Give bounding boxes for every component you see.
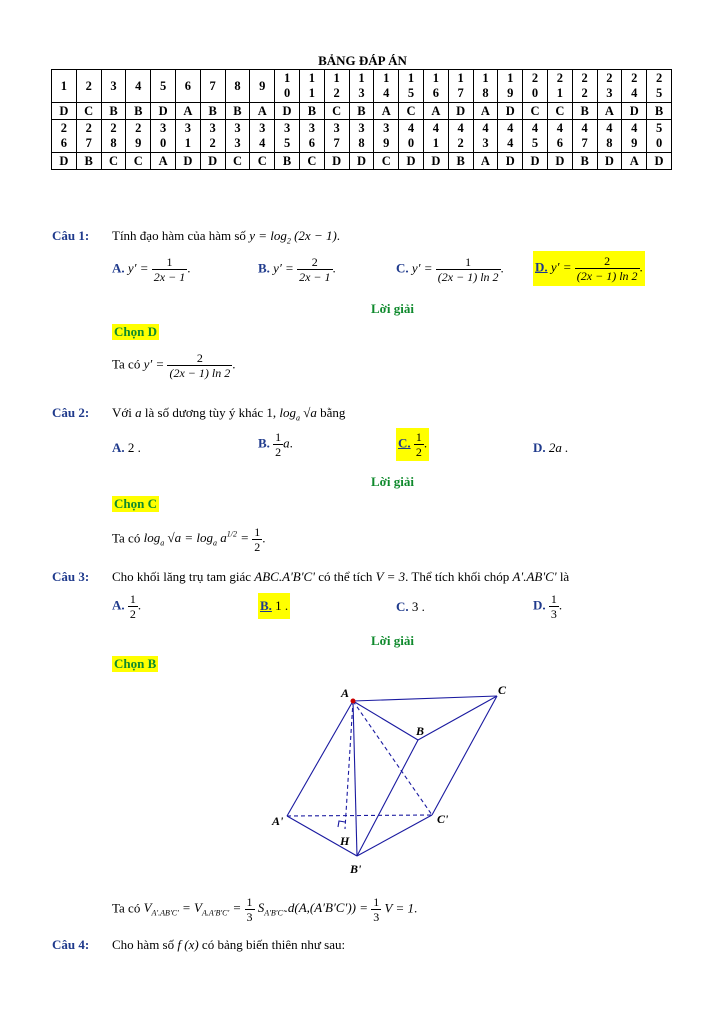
answer-cell: 3 1 <box>175 120 200 153</box>
answer-cell: C <box>523 103 548 120</box>
answer-cell: D <box>448 103 473 120</box>
answer-cell: 4 8 <box>597 120 622 153</box>
answer-cell: 1 4 <box>374 70 399 103</box>
answer-cell: D <box>547 153 572 170</box>
q1-choice: Chọn D <box>114 324 157 339</box>
answer-cell: 1 2 <box>324 70 349 103</box>
q1-question-text: Tính đạo hàm của hàm số <box>112 228 246 243</box>
answer-cell: 7 <box>200 70 225 103</box>
label-C1: C' <box>437 812 449 826</box>
answer-cell: 1 8 <box>473 70 498 103</box>
answer-cell: 3 0 <box>151 120 176 153</box>
q2-text: Với a là số dương tùy ý khác 1, $\log_a √a$ bằng <box>112 405 346 423</box>
answer-cell: 2 1 <box>547 70 572 103</box>
q2-label: Câu 2: <box>52 405 90 420</box>
q3-choice: Chọn B <box>114 656 157 671</box>
answer-cell: 3 <box>101 70 126 103</box>
answer-cell: 3 7 <box>324 120 349 153</box>
answer-cell: C <box>299 153 324 170</box>
answer-cell: 3 3 <box>225 120 250 153</box>
answer-cell: 4 5 <box>523 120 548 153</box>
q3-option-c[interactable]: C. 3 . <box>396 599 425 614</box>
answer-cell: D <box>597 153 622 170</box>
answer-cell: 1 6 <box>423 70 448 103</box>
edge-A1C1 <box>287 815 432 816</box>
label-B1: B' <box>350 862 362 876</box>
answer-cell: 4 7 <box>572 120 597 153</box>
answer-cell: B <box>275 153 300 170</box>
answer-cell: D <box>200 153 225 170</box>
answer-cell: 2 6 <box>52 120 77 153</box>
q1-text: Tính đạo hàm của hàm số $y = \log_2 (2x - 1)$. <box>112 228 341 246</box>
answer-cell: D <box>151 103 176 120</box>
answer-cell: 1 9 <box>498 70 523 103</box>
answer-cell: 1 1 <box>299 70 324 103</box>
answer-cell: 4 4 <box>498 120 523 153</box>
edge-AA1 <box>287 701 353 816</box>
q2-option-a[interactable]: A. 2 . <box>112 440 141 455</box>
q3-option-b-correct[interactable]: B. 1 . <box>258 593 290 619</box>
label-A: A <box>341 686 350 700</box>
answer-cell: B <box>647 103 672 120</box>
answer-table-title: BẢNG ĐÁP ÁN <box>318 53 407 68</box>
q3-option-d[interactable]: D. $\frac{1}{3}$ . <box>533 592 563 621</box>
answer-cell: D <box>52 153 77 170</box>
answer-cell: B <box>101 103 126 120</box>
label-A1: A' <box>272 814 284 828</box>
q3-label: Câu 3: <box>52 569 90 584</box>
answer-cell: D <box>275 103 300 120</box>
edge-AB <box>353 701 418 740</box>
right-angle-mark <box>338 821 345 827</box>
q1-label: Câu 1: <box>52 228 90 243</box>
answer-cell: B <box>572 103 597 120</box>
answer-cell: 3 9 <box>374 120 399 153</box>
answer-cell: B <box>225 103 250 120</box>
answer-cell: 3 2 <box>200 120 225 153</box>
answer-cell: D <box>324 153 349 170</box>
label-B: B <box>416 724 425 738</box>
q3-option-a[interactable]: A. $\frac{1}{2}$ . <box>112 592 142 621</box>
answer-cell: 2 5 <box>647 70 672 103</box>
answer-cell: C <box>225 153 250 170</box>
q4-text: Cho hàm số f (x) có bảng biến thiên như sau: <box>112 937 346 952</box>
q1-solution-title: Lời giải <box>371 301 414 316</box>
q3-solution-title: Lời giải <box>371 633 414 648</box>
answer-cell: A <box>250 103 275 120</box>
answer-cell: C <box>76 103 101 120</box>
answer-cell: 4 0 <box>399 120 424 153</box>
q4-label: Câu 4: <box>52 937 90 952</box>
answer-cell: 2 4 <box>622 70 647 103</box>
answer-cell: 4 <box>126 70 151 103</box>
edge-AC1 <box>353 701 432 815</box>
answer-cell: 1 <box>52 70 77 103</box>
q2-option-b[interactable]: B. $\frac{1}{2}$ a. <box>258 430 293 459</box>
answer-cell: 3 5 <box>275 120 300 153</box>
answer-cell: 1 5 <box>399 70 424 103</box>
answer-cell: B <box>349 103 374 120</box>
answer-cell: B <box>200 103 225 120</box>
answer-cell: 2 7 <box>76 120 101 153</box>
answer-cell: D <box>349 153 374 170</box>
answer-cell: 9 <box>250 70 275 103</box>
answer-cell: 4 9 <box>622 120 647 153</box>
answer-cell: 3 8 <box>349 120 374 153</box>
answer-cell: D <box>175 153 200 170</box>
answer-cell: D <box>647 153 672 170</box>
q1-option-d-correct[interactable]: D. y′ = $\frac{2}{(2x - 1) \ln 2}$ . <box>533 251 645 286</box>
answer-cell: D <box>423 153 448 170</box>
answer-cell: B <box>448 153 473 170</box>
answer-cell: 2 3 <box>597 70 622 103</box>
answer-cell: D <box>399 153 424 170</box>
answer-cell: B <box>76 153 101 170</box>
q1-solution: Ta có y′ = $\frac{2}{(2x - 1) \ln 2}$ . <box>112 351 236 380</box>
answer-cell: 2 2 <box>572 70 597 103</box>
answer-cell: 4 1 <box>423 120 448 153</box>
height-AH <box>345 701 353 829</box>
q2-option-c-correct[interactable]: C. $\frac{1}{2}$ . <box>398 430 428 459</box>
answer-cell: D <box>498 153 523 170</box>
answer-cell: B <box>126 103 151 120</box>
q2-option-d[interactable]: D. 2a . <box>533 440 569 455</box>
q2-solution: Ta có $\log_a √a = \log_a a^{1/2}$ = $\frac{1}{2}$ . <box>112 525 266 554</box>
answer-cell: A <box>423 103 448 120</box>
answer-cell: 3 6 <box>299 120 324 153</box>
answer-cell: B <box>572 153 597 170</box>
answer-cell: 4 3 <box>473 120 498 153</box>
answer-cell: 8 <box>225 70 250 103</box>
answer-cell: 2 <box>76 70 101 103</box>
answer-cell: 1 3 <box>349 70 374 103</box>
answer-cell: 5 0 <box>647 120 672 153</box>
edge-AC <box>353 696 497 701</box>
answer-cell: 2 0 <box>523 70 548 103</box>
answer-cell: 2 9 <box>126 120 151 153</box>
q1-function: $y = \log_2 (2x - 1)$ <box>249 228 337 246</box>
answer-cell: D <box>523 153 548 170</box>
q2-choice: Chọn C <box>114 496 157 511</box>
answer-cell: 4 6 <box>547 120 572 153</box>
answer-cell: B <box>299 103 324 120</box>
answer-cell: D <box>622 103 647 120</box>
q3-solution: Ta có $V_{A'.AB'C'} = V_{A.A'B'C'}$ = $\frac{1}{3}$ $S_{A'B'C'}.d(A,(A'B'C'))$ = $\frac{1}{3}$ V = 1. <box>112 895 418 924</box>
q1-option-a[interactable]: A. y′ = $\frac{1}{2x - 1}$ . <box>112 255 191 284</box>
answer-cell: 4 2 <box>448 120 473 153</box>
answer-cell: 3 4 <box>250 120 275 153</box>
answer-cell: C <box>399 103 424 120</box>
edge-AB1 <box>353 701 357 856</box>
answer-cell: 1 0 <box>275 70 300 103</box>
q2-solution-title: Lời giải <box>371 474 414 489</box>
q1-option-b[interactable]: B. y′ = $\frac{2}{2x - 1}$ . <box>258 255 336 284</box>
answer-cell: C <box>250 153 275 170</box>
answer-cell: 6 <box>175 70 200 103</box>
answer-cell: C <box>126 153 151 170</box>
answer-cell: 2 8 <box>101 120 126 153</box>
label-H: H <box>340 834 350 848</box>
answer-cell: 5 <box>151 70 176 103</box>
answer-cell: 1 7 <box>448 70 473 103</box>
answer-cell: A <box>151 153 176 170</box>
answer-cell: D <box>498 103 523 120</box>
point-A <box>351 699 356 704</box>
label-C: C <box>498 683 507 697</box>
answer-cell: C <box>547 103 572 120</box>
answer-cell: A <box>473 153 498 170</box>
answer-cell: C <box>324 103 349 120</box>
answer-cell: A <box>374 103 399 120</box>
answer-cell: A <box>622 153 647 170</box>
answer-cell: C <box>101 153 126 170</box>
answer-cell: A <box>597 103 622 120</box>
q3-text: Cho khối lăng trụ tam giác ABC.A'B'C' có thể tích V = 3. Thể tích khối chóp A'.AB'C' là <box>112 569 570 584</box>
edge-BB1 <box>357 740 418 856</box>
answer-cell: C <box>374 153 399 170</box>
q1-option-c[interactable]: C. y′ = $\frac{1}{(2x - 1) \ln 2}$ . <box>396 255 504 284</box>
answer-cell: A <box>473 103 498 120</box>
answer-cell: D <box>52 103 77 120</box>
answer-cell: A <box>175 103 200 120</box>
